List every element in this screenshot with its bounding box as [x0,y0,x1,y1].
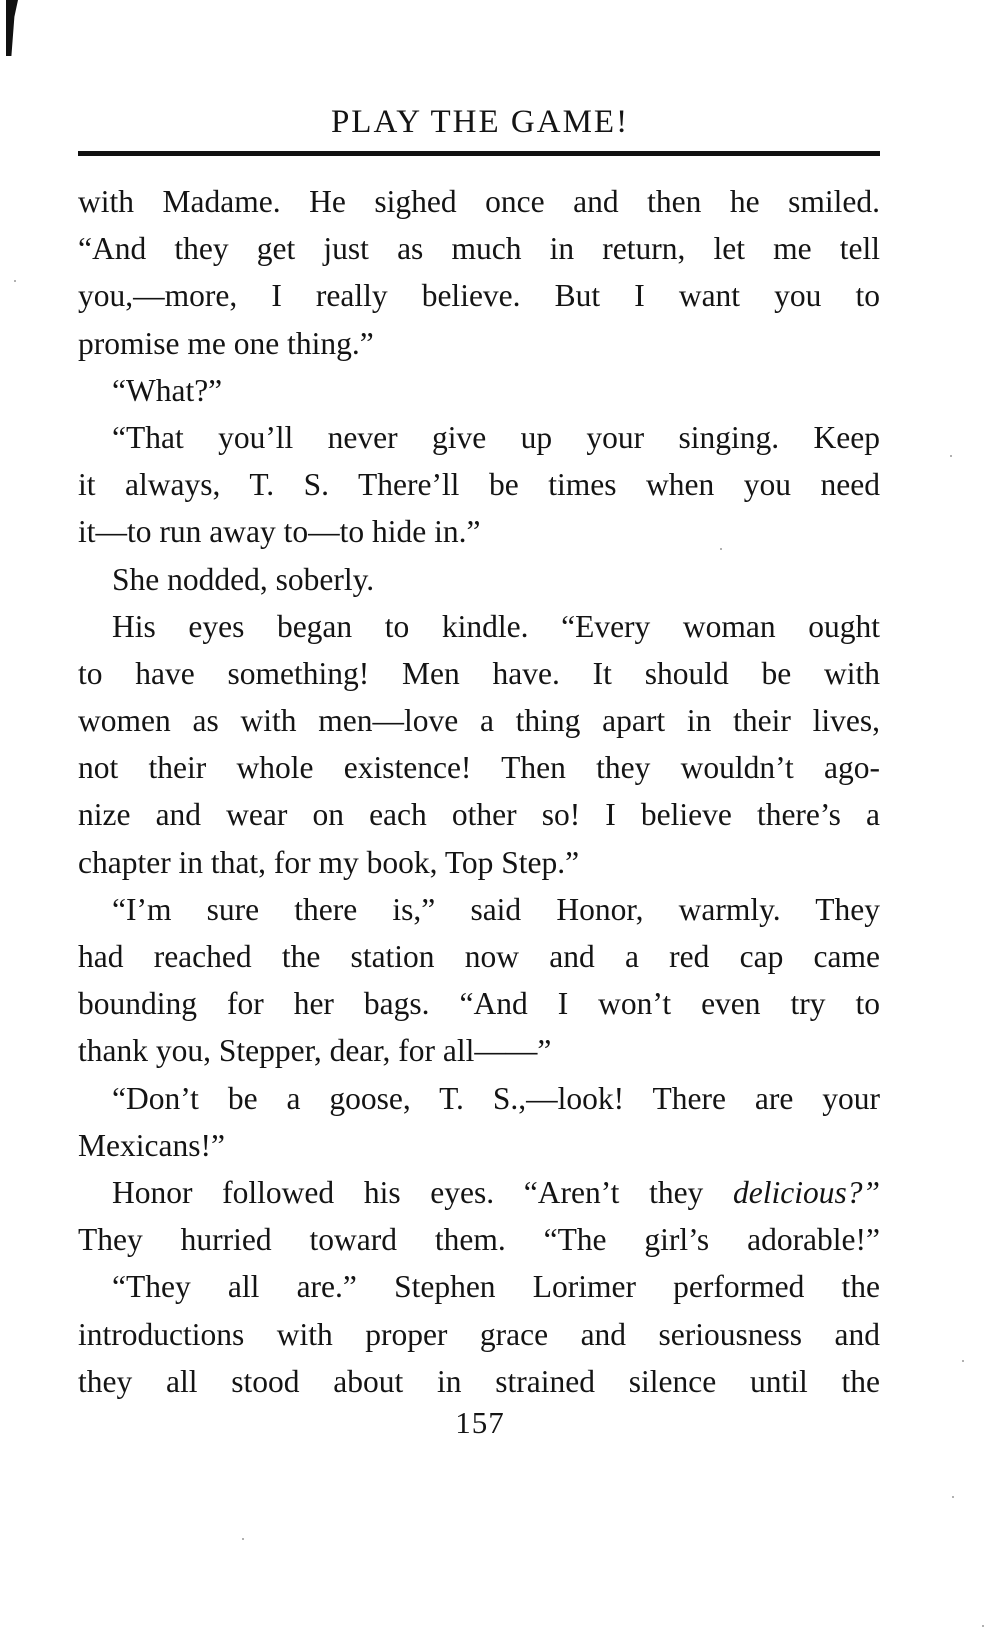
running-head: PLAY THE GAME! [330,104,630,140]
text-line: you,—more, I really believe. But I want you to [78,278,880,314]
scan-corner-mark [6,0,18,56]
text-line: had reached the station now and a red cap came [78,939,880,974]
text-line: not their whole existence! Then they wouldn’t ago- [78,750,880,786]
scan-speck [14,280,16,282]
text-line: They hurried toward them. “The girl’s adorable!” [78,1222,880,1258]
text-line: His eyes began to kindle. “Every woman ought [112,608,880,644]
text-line: with Madame. He sighed once and then he smiled. [78,184,880,219]
text-line: women as with men—love a thing apart in their lives, [78,703,880,739]
text-line: nize and wear on each other so! I believe there’s a [78,797,880,833]
scan-speck [962,1360,964,1362]
text-line: promise me one thing.” [78,325,374,361]
scan-speck [242,1538,244,1540]
text-line: it always, T. S. There’ll be times when you need [78,467,880,503]
text-line: chapter in that, for my book, Top Step.” [78,844,580,880]
text-line: Honor followed his eyes. “Aren’t they delicious?” [112,1174,880,1210]
text-line: Mexicans!” [78,1127,225,1163]
header-rule [78,151,880,156]
text-line: bounding for her bags. “And I won’t even try to [78,986,880,1022]
text-line: “That you’ll never give up your singing. Keep [112,419,880,455]
text-line: they all stood about in strained silence until the [78,1363,880,1399]
scan-speck [982,1625,984,1627]
text-line: She nodded, soberly. [112,561,375,597]
scan-speck [950,455,952,457]
text-line: “Don’t be a goose, T. S.,—look! There are your [112,1080,880,1116]
text-line: it—to run away to—to hide in.” [78,514,481,550]
text-line: “And they get just as much in return, let me tell [78,231,880,267]
body-text [78,178,880,1405]
text-line: “What?” [112,372,223,408]
text-line: introductions with proper grace and seriousness and [78,1316,880,1352]
text-line: “They all are.” Stephen Lorimer performed the [112,1269,880,1305]
page-number: 157 [455,1405,505,1440]
text-line: to have something! Men have. It should be with [78,655,880,691]
italic-emphasis: delicious?” [733,1174,880,1210]
text-line: thank you, Stepper, dear, for all——” [78,1033,552,1069]
text-line: “I’m sure there is,” said Honor, warmly. They [112,891,880,927]
scan-speck [952,1496,954,1498]
